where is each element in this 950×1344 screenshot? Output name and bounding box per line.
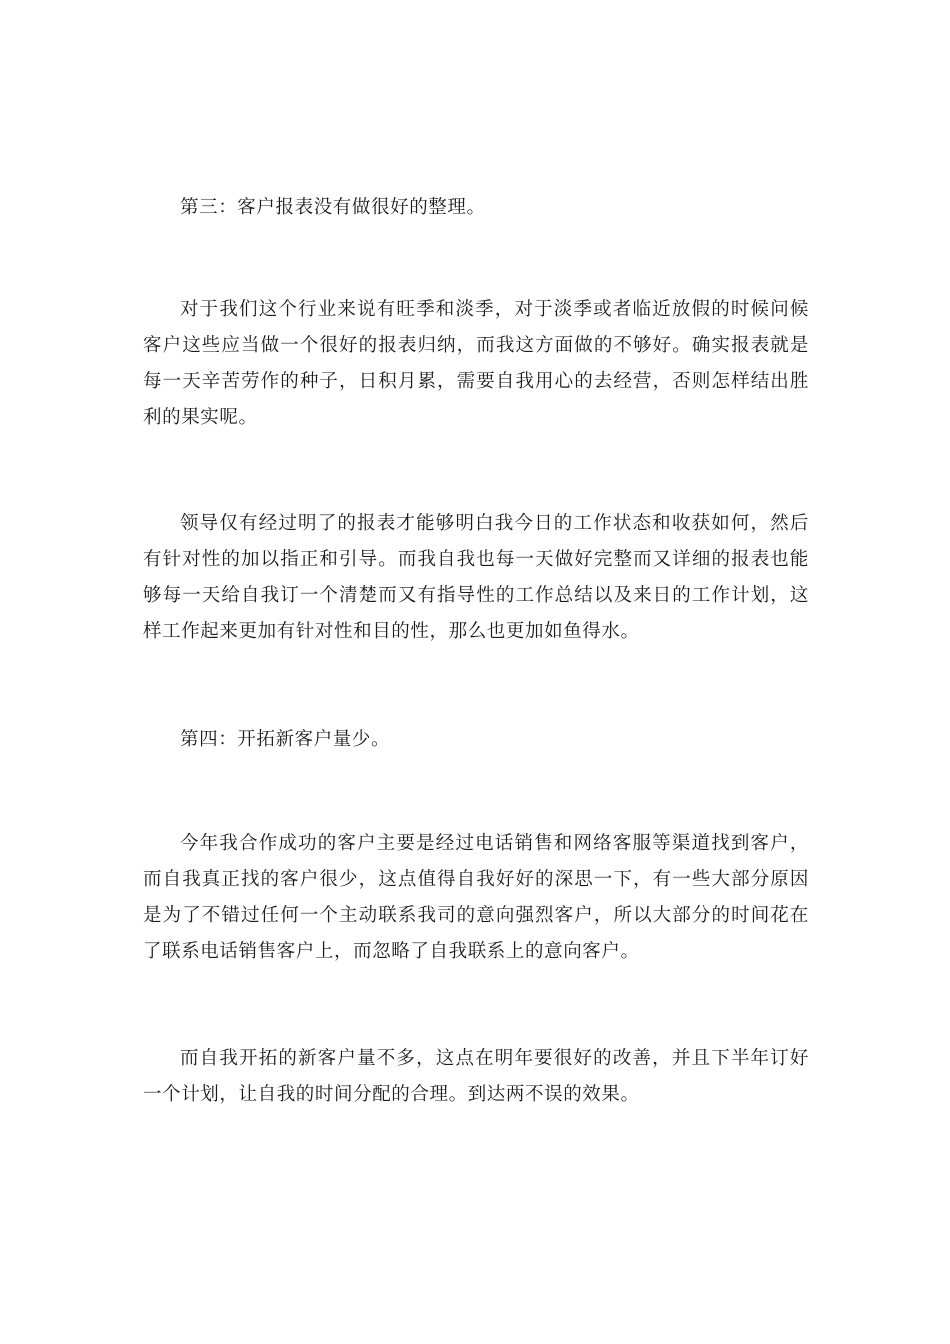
section-heading-3: 第三：客户报表没有做很好的整理。 [180, 197, 486, 218]
paragraph-report-seasons: 对于我们这个行业来说有旺季和淡季，对于淡季或者临近放假的时候问候客户这些应当做一个很好的报表归纳，而我这方面做的不够好。确实报表就是每一天辛苦劳作的种子，日积月累，需要自我用心的去经营，否则怎样结出胜利的果实呢。 [143, 299, 809, 428]
paragraph-new-clients: 今年我合作成功的客户主要是经过电话销售和网络客服等渠道找到客户，而自我真正找的客户很少，这点值得自我好好的深思一下，有一些大部分原因是为了不错过任何一个主动联系我司的意向强烈客户，所以大部分的时间花在了联系电话销售客户上，而忽略了自我联系上的意向客户。 [143, 833, 809, 962]
paragraph-improvement-plan: 而自我开拓的新客户量不多，这点在明年要很好的改善，并且下半年订好一个计划，让自我的时间分配的合理。到达两不误的效果。 [143, 1048, 809, 1105]
paragraph-report-leadership: 领导仅有经过明了的报表才能够明白我今日的工作状态和收获如何，然后有针对性的加以指正和引导。而我自我也每一天做好完整而又详细的报表也能够每一天给自我订一个清楚而又有指导性的工作总结以及来日的工作计划，这样工作起来更加有针对性和目的性，那么也更加如鱼得水。 [143, 513, 809, 642]
section-heading-4: 第四：开拓新客户量少。 [180, 729, 391, 750]
